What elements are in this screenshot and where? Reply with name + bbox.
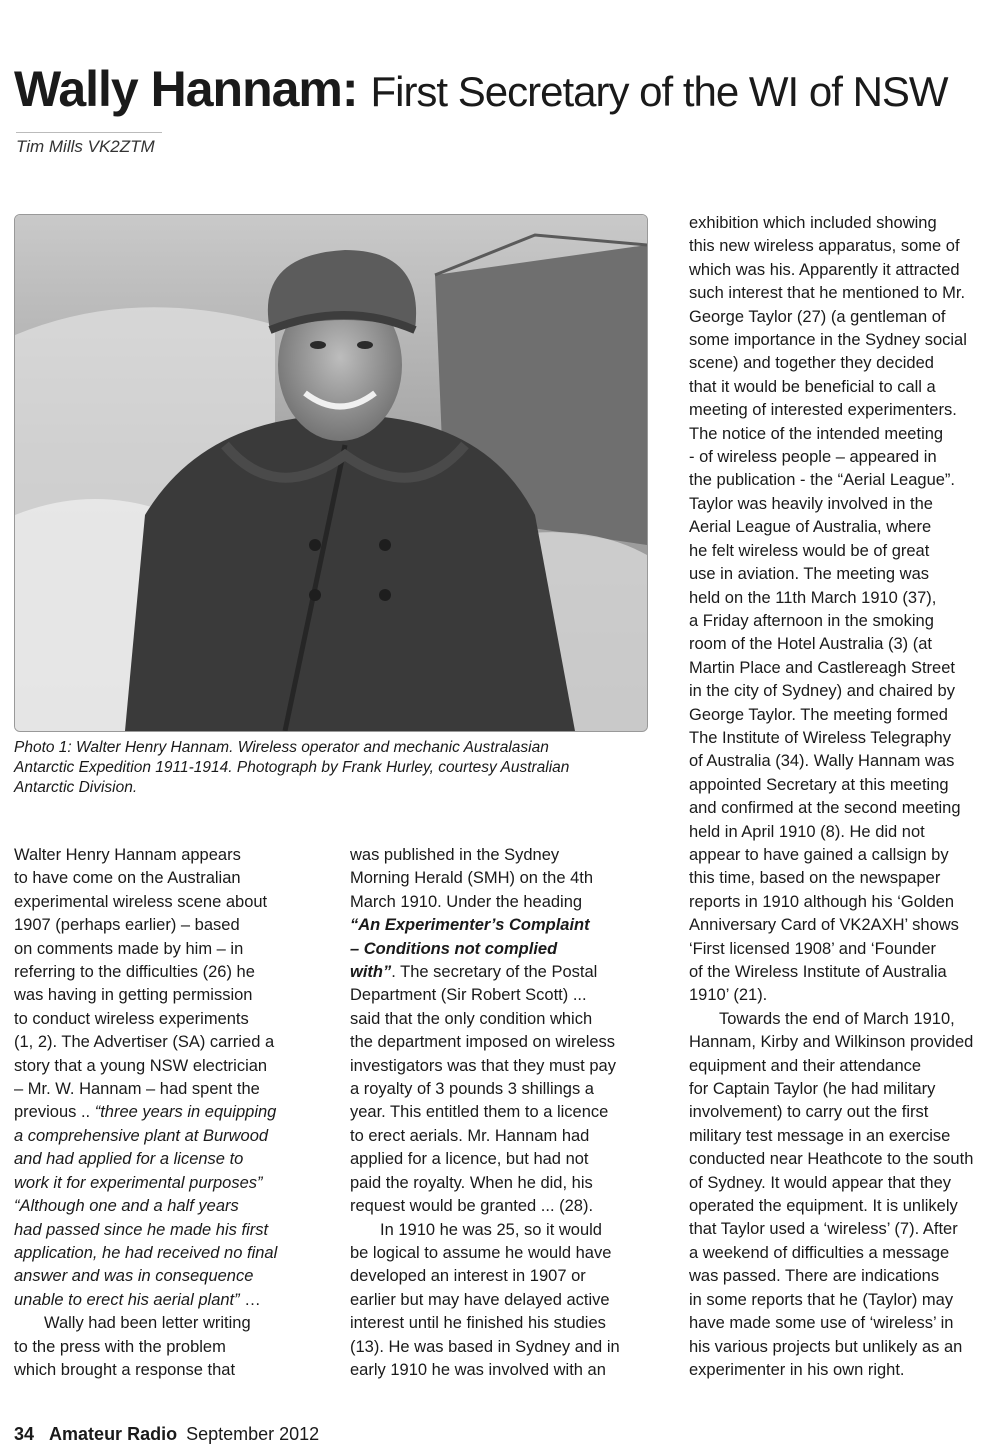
- text-line: appointed Secretary at this meeting: [689, 775, 949, 794]
- text-line: of Australia (34). Wally Hannam was: [689, 752, 955, 771]
- text-line: story that a young NSW electrician: [14, 1056, 268, 1075]
- text-line: interest until he finished his studies: [350, 1314, 606, 1333]
- text-line: a Friday afternoon in the smoking: [689, 611, 934, 630]
- text-line: 1907 (perhaps earlier) – based: [14, 916, 240, 935]
- text-line: The notice of the intended meeting: [689, 424, 944, 443]
- quote-run: application, he had received no final: [14, 1243, 278, 1262]
- article-column-right: [689, 212, 989, 1382]
- text-line: a royalty of 3 pounds 3 shillings a: [350, 1080, 594, 1099]
- author-byline: Tim Mills VK2ZTM: [16, 132, 162, 157]
- text-line: in some reports that he (Taylor) may: [689, 1290, 954, 1309]
- text-line: (13). He was based in Sydney and in: [350, 1337, 620, 1356]
- text-line: Department (Sir Robert Scott) ...: [350, 986, 587, 1005]
- text-line: held on the 11th March 1910 (37),: [689, 588, 937, 607]
- text-line: Morning Herald (SMH) on the 4th: [350, 869, 594, 888]
- text-line: such interest that he mentioned to Mr.: [689, 284, 966, 303]
- text-line: room of the Hotel Australia (3) (at: [689, 635, 933, 654]
- text-line: to erect aerials. Mr. Hannam had: [350, 1126, 590, 1145]
- text-line: request would be granted ... (28).: [350, 1197, 594, 1216]
- text-line: to the press with the problem: [14, 1337, 226, 1356]
- text-line: ‘First licensed 1908’ and ‘Founder: [689, 939, 937, 958]
- text-line: Towards the end of March 1910,: [719, 1009, 955, 1028]
- issue-date: September 2012: [186, 1424, 320, 1444]
- text-line: this new wireless apparatus, some of: [689, 237, 960, 256]
- text-line: George Taylor (27) (a gentleman of: [689, 307, 946, 326]
- text-run: previous ..: [14, 1103, 95, 1122]
- text-line: 1910’ (21).: [689, 986, 768, 1005]
- text-line: was having in getting permission: [14, 986, 253, 1005]
- text-line: experimenter in his own right.: [689, 1360, 905, 1379]
- quote-line: [14, 1265, 314, 1288]
- title-subtitle: First Secretary of the WI of NSW: [370, 68, 948, 115]
- text-line: which brought a response that: [14, 1360, 236, 1379]
- text-line: military test message in an exercise: [689, 1126, 951, 1145]
- caption-line: Antarctic Division.: [14, 779, 138, 796]
- caption-line: Antarctic Expedition 1911-1914. Photograph by Frank Hurley, courtesy Australian: [14, 759, 570, 776]
- quote-run: had passed since he made his first: [14, 1220, 269, 1239]
- portrait-photo: [14, 214, 648, 732]
- quote-line: [14, 1148, 314, 1171]
- page-footer: [14, 1424, 319, 1445]
- text-line: a weekend of difficulties a message: [689, 1243, 950, 1262]
- text-line: early 1910 he was involved with an: [350, 1360, 606, 1379]
- text-line: on comments made by him – in: [14, 939, 244, 958]
- text-line: operated the equipment. It is unlikely: [689, 1197, 958, 1216]
- text-line: some importance in the Sydney social: [689, 331, 967, 350]
- text-line: investigators was that they must pay: [350, 1056, 616, 1075]
- text-line: in the city of Sydney) and chaired by: [689, 682, 955, 701]
- photo-illustration: [15, 215, 647, 731]
- quote-run: work it for experimental purposes”: [14, 1173, 263, 1192]
- text-line: the publication - the “Aerial League”.: [689, 471, 955, 490]
- text-line: conducted near Heathcote to the south: [689, 1150, 974, 1169]
- text-line: that Taylor used a ‘wireless’ (7). After: [689, 1220, 958, 1239]
- text-line: Martin Place and Castlereagh Street: [689, 658, 955, 677]
- text-line: reports in 1910 although his ‘Golden: [689, 892, 955, 911]
- article-title: [14, 60, 984, 121]
- text-line: [14, 1101, 314, 1124]
- text-line: experimental wireless scene about: [14, 892, 268, 911]
- text-line: Hannam, Kirby and Wilkinson provided: [689, 1033, 974, 1052]
- text-line: equipment and their attendance: [689, 1056, 922, 1075]
- quote-run: a comprehensive plant at Burwood: [14, 1126, 269, 1145]
- text-line: scene) and together they decided: [689, 354, 934, 373]
- article-header: [14, 60, 984, 121]
- text-line: to have come on the Australian: [14, 869, 241, 888]
- text-line: said that the only condition which: [350, 1009, 593, 1028]
- quote-line: [14, 1195, 314, 1218]
- text-run: . The secretary of the Postal: [391, 963, 598, 982]
- text-line: developed an interest in 1907 or: [350, 1267, 586, 1286]
- magazine-name: Amateur Radio: [49, 1424, 178, 1444]
- text-line: Walter Henry Hannam appears: [14, 846, 241, 864]
- heading-quote-line: “An Experimenter’s Complaint: [350, 916, 590, 935]
- quote-line: [14, 1242, 314, 1265]
- text-line: exhibition which included showing: [689, 214, 937, 232]
- text-line: appear to have gained a callsign by: [689, 845, 949, 864]
- quote-run: “three years in equipping: [94, 1103, 277, 1122]
- text-line: have made some use of ‘wireless’ in: [689, 1314, 954, 1333]
- text-line: he felt wireless would be of great: [689, 541, 930, 560]
- text-line: that it would be beneficial to call a: [689, 377, 936, 396]
- text-line: applied for a licence, but had not: [350, 1150, 589, 1169]
- text-line: of Sydney. It would appear that they: [689, 1173, 952, 1192]
- text-line: the department imposed on wireless: [350, 1033, 616, 1052]
- text-line: (1, 2). The Advertiser (SA) carried a: [14, 1033, 275, 1052]
- text-line: Aerial League of Australia, where: [689, 518, 932, 537]
- text-line: meeting of interested experimenters.: [689, 401, 957, 420]
- quote-run: “Although one and a half years: [14, 1197, 239, 1216]
- text-line: The Institute of Wireless Telegraphy: [689, 728, 951, 747]
- quote-run: answer and was in consequence: [14, 1267, 254, 1286]
- heading-quote-line: – Conditions not complied: [350, 939, 558, 958]
- text-line: paid the royalty. When he did, his: [350, 1173, 593, 1192]
- text-line: earlier but may have delayed active: [350, 1290, 610, 1309]
- text-line: – Mr. W. Hannam – had spent the: [14, 1080, 260, 1099]
- text-run: …: [239, 1290, 261, 1309]
- article-column-middle: [350, 844, 660, 1382]
- text-line: use in aviation. The meeting was: [689, 565, 929, 584]
- text-line: be logical to assume he would have: [350, 1243, 612, 1262]
- text-line: which was his. Apparently it attracted: [689, 260, 960, 279]
- article-column-left: [14, 844, 314, 1382]
- heading-quote-run: with”: [350, 963, 392, 982]
- text-line: Taylor was heavily involved in the: [689, 494, 933, 513]
- quote-line: [14, 1219, 314, 1242]
- quote-line: [14, 1125, 314, 1148]
- quote-run: and had applied for a license to: [14, 1150, 244, 1169]
- text-line: referring to the difficulties (26) he: [14, 963, 255, 982]
- text-line: and confirmed at the second meeting: [689, 799, 961, 818]
- caption-line: Photo 1: Walter Henry Hannam. Wireless operator and mechanic Australasian: [14, 739, 549, 756]
- text-line: In 1910 he was 25, so it would: [380, 1220, 602, 1239]
- text-line: Wally had been letter writing: [44, 1314, 251, 1333]
- text-line: March 1910. Under the heading: [350, 892, 583, 911]
- text-line: of the Wireless Institute of Australia: [689, 963, 947, 981]
- text-line: his various projects but unlikely as an: [689, 1337, 963, 1356]
- text-line: - of wireless people – appeared in: [689, 448, 937, 467]
- photo-caption: [14, 738, 646, 798]
- text-line: involvement) to carry out the first: [689, 1103, 929, 1122]
- quote-run: unable to erect his aerial plant”: [14, 1290, 240, 1309]
- text-line: to conduct wireless experiments: [14, 1009, 249, 1028]
- quote-line: [14, 1289, 314, 1312]
- text-line: was passed. There are indications: [689, 1267, 940, 1286]
- quote-line: [14, 1172, 314, 1195]
- page-number: 34: [14, 1424, 35, 1444]
- text-line: was published in the Sydney: [350, 846, 560, 864]
- text-line: this time, based on the newspaper: [689, 869, 941, 888]
- text-line: for Captain Taylor (he had military: [689, 1080, 936, 1099]
- text-line: year. This entitled them to a licence: [350, 1103, 609, 1122]
- text-line: held in April 1910 (8). He did not: [689, 822, 925, 841]
- text-line: [350, 961, 660, 984]
- text-line: Anniversary Card of VK2AXH’ shows: [689, 916, 959, 935]
- title-name: Wally Hannam:: [14, 61, 358, 117]
- text-line: George Taylor. The meeting formed: [689, 705, 948, 724]
